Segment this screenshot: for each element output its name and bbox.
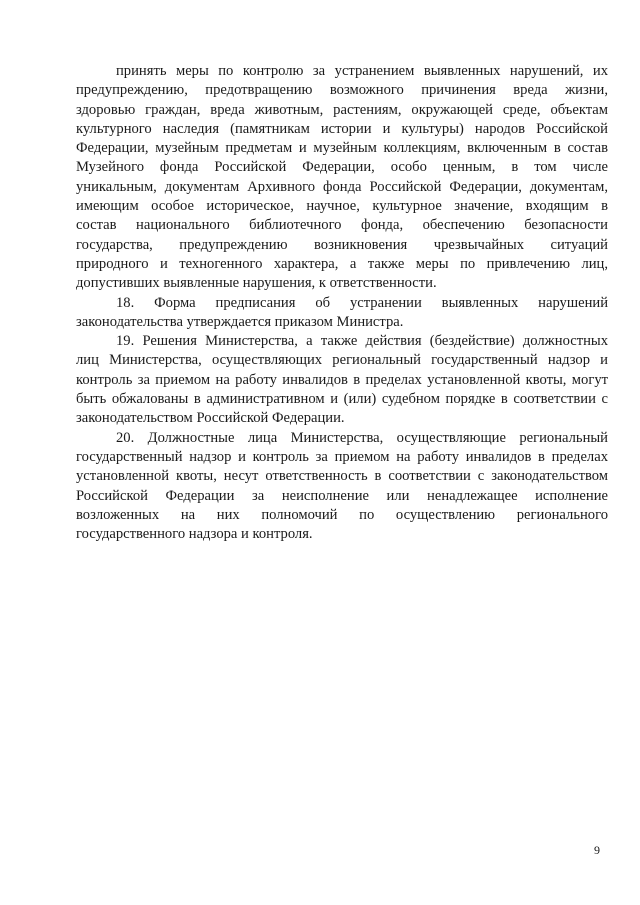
text-line: Российской Федерации за неисполнение или ненадлежащее исполнение [76,487,608,504]
text-line: законодательства утверждается приказом Министра. [76,313,404,330]
text-line: законодательством Российской Федерации. [76,410,345,427]
text-line: государственный надзор и контроль за приемом на работу инвалидов в пределах [76,448,608,465]
text-line: уникальным, документам Архивного фонда Российской Федерации, документам, [76,178,608,195]
text-line: 19. Решения Министерства, а также действия (бездействие) должностных [116,333,608,350]
text-line: государственного надзора и контроля. [76,526,313,543]
text-line: предупреждению, предотвращению возможного причинения вреда жизни, [76,82,608,99]
body-text [76,62,608,544]
text-line: 20. Должностные лица Министерства, осуществляющие региональный [116,429,608,446]
text-line: лиц Министерства, осуществляющих региональный государственный надзор и [76,352,608,369]
text-line: культурного наследия (памятникам истории и культуры) народов Российской [76,120,608,137]
text-line: Музейного фонда Российской Федерации, особо ценным, в том числе [76,159,608,176]
text-line: возложенных на них полномочий по осуществлению регионального [76,506,608,523]
text-line: принять меры по контролю за устранением выявленных нарушений, их [116,63,608,79]
text-line: контроль за приемом на работу инвалидов в пределах установленной квоты, могут [76,371,608,388]
text-line: государства, предупреждению возникновения чрезвычайных ситуаций [76,236,608,253]
page-number: 9 [594,843,600,857]
text-line: 18. Форма предписания об устранении выявленных нарушений [116,294,608,311]
text-line: допустивших выявленные нарушения, к ответственности. [76,275,437,292]
text-line: быть обжалованы в административном и (или) судебном порядке в соответствии с [76,391,608,408]
text-line: Федерации, музейным предметам и музейным коллекциям, включенным в состав [76,140,608,157]
text-line: состав национального библиотечного фонда, обеспечению безопасности [76,217,608,234]
text-line: установленной квоты, несут ответственность в соответствии с законодательством [76,468,608,485]
text-line: природного и техногенного характера, а также меры по привлечению лиц, [76,255,608,272]
text-line: здоровью граждан, вреда животным, растениям, окружающей среде, объектам [76,101,608,118]
text-line: имеющим особое историческое, научное, культурное значение, входящим в [76,198,608,215]
